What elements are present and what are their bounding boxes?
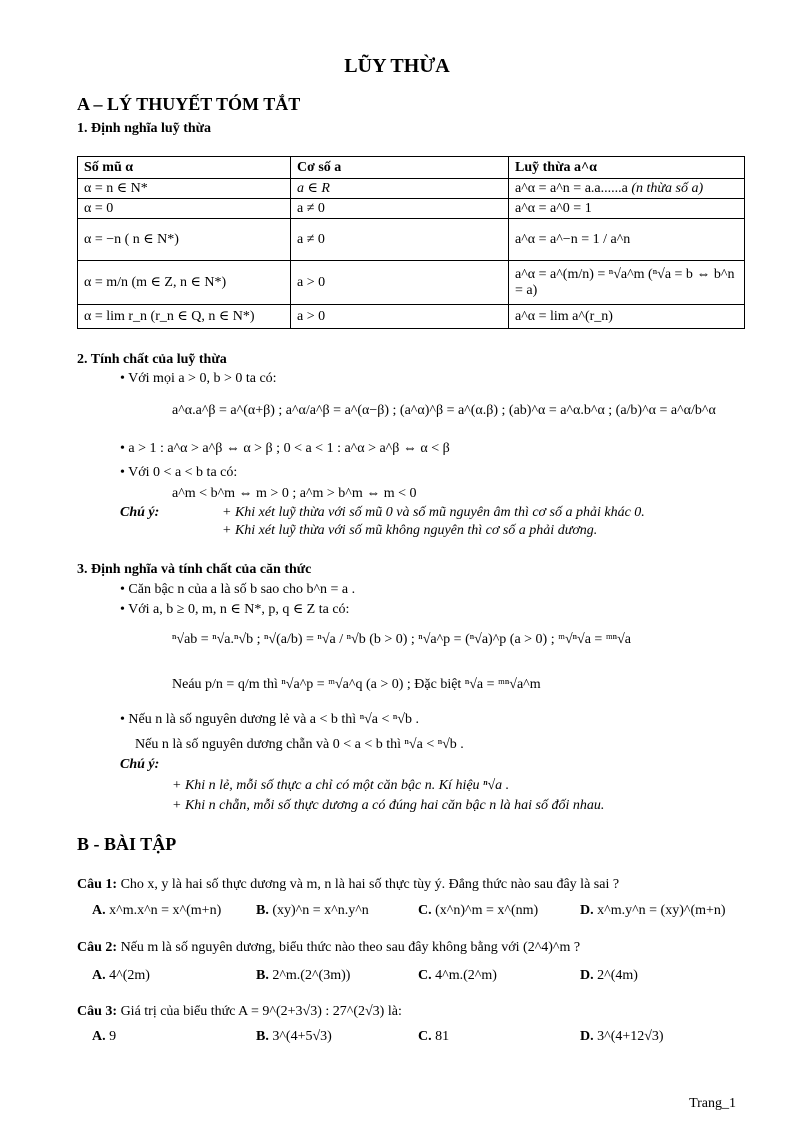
option-value: 4^m.(2^m) xyxy=(435,968,497,983)
root-equivalence-formula: Neáu p/n = q/m thì ⁿ√a^p = ᵐ√a^q (a > 0) ; Đặc biệt ⁿ√a = ᵐⁿ√a^m xyxy=(172,677,541,692)
option-value: 3^(4+12√3) xyxy=(597,1029,664,1044)
page-title: LŨY THỪA xyxy=(344,55,450,77)
root-rules-formula: ⁿ√ab = ⁿ√a.ⁿ√b ; ⁿ√(a/b) = ⁿ√a / ⁿ√b (b > 0) ; ⁿ√a^p = (ⁿ√a)^p (a > 0) ; ᵐ√ⁿ√a = ᵐⁿ√a xyxy=(172,632,631,647)
answer-option[interactable] xyxy=(256,968,350,984)
property-intro: • Với mọi a > 0, b > 0 ta có: xyxy=(120,371,277,386)
table-cell: a ≠ 0 xyxy=(291,199,509,219)
subsection-1-heading: 1. Định nghĩa luỹ thừa xyxy=(77,121,212,136)
answer-option[interactable] xyxy=(418,1029,449,1045)
answer-option[interactable] xyxy=(418,903,538,919)
table-cell: a^α = a^(m/n) = ⁿ√a^m (ⁿ√a = b ⇔ b^n = a) xyxy=(509,261,745,305)
table-header-power: Luỹ thừa a^α xyxy=(509,157,745,179)
odd-root-rule: • Nếu n là số nguyên dương lẻ và a < b thì ⁿ√a < ⁿ√b . xyxy=(120,712,419,727)
note-label: Chú ý: xyxy=(120,757,160,772)
table-cell: α = lim r_n (r_n ∈ Q, n ∈ N*) xyxy=(78,305,291,329)
even-root-rule: Nếu n là số nguyên dương chẵn và 0 < a < b thì ⁿ√a < ⁿ√b . xyxy=(135,737,464,752)
option-label: C. xyxy=(418,1029,432,1044)
option-value: 2^(4m) xyxy=(597,968,638,983)
table-cell-note: (n thừa số a) xyxy=(631,180,704,196)
option-label: A. xyxy=(92,903,106,918)
option-label: D. xyxy=(580,968,594,983)
answer-option[interactable] xyxy=(580,903,726,919)
question-label: Câu 1: xyxy=(77,877,118,892)
option-label: A. xyxy=(92,968,106,983)
table-row xyxy=(78,305,745,329)
option-value: 3^(4+5√3) xyxy=(272,1029,332,1044)
base-comparison-formula: a^m < b^m ⇔ m > 0 ; a^m > b^m ⇔ m < 0 xyxy=(172,486,417,501)
table-cell: a^α = lim a^(r_n) xyxy=(509,305,745,329)
subsection-2-heading: 2. Tính chất của luỹ thừa xyxy=(77,352,227,367)
table-cell: α = 0 xyxy=(78,199,291,219)
table-cell: α = m/n (m ∈ Z, n ∈ N*) xyxy=(78,261,291,305)
question-3 xyxy=(77,1004,402,1020)
answer-option[interactable] xyxy=(92,903,221,919)
table-cell: α = −n ( n ∈ N*) xyxy=(78,219,291,261)
table-row xyxy=(78,199,745,219)
option-value: (x^n)^m = x^(nm) xyxy=(435,903,539,918)
note-label: Chú ý: xyxy=(120,505,160,520)
option-value: 9 xyxy=(109,1029,117,1044)
table-cell: α = n ∈ N* xyxy=(78,179,291,199)
table-header-base: Cơ số a xyxy=(291,157,509,179)
option-label: B. xyxy=(256,968,269,983)
answer-option[interactable] xyxy=(92,1029,116,1045)
question-1 xyxy=(77,877,619,893)
question-text: Cho x, y là hai số thực dương và m, n là hai số thực tùy ý. Đẳng thức nào sau đây là sai ? xyxy=(120,877,620,892)
option-label: A. xyxy=(92,1029,106,1044)
option-label: B. xyxy=(256,1029,269,1044)
table-row xyxy=(78,261,745,305)
answer-option[interactable] xyxy=(256,1029,332,1045)
note-line: + Khi xét luỹ thừa với số mũ không nguyên thì cơ số a phải dương. xyxy=(222,523,598,538)
question-label: Câu 3: xyxy=(77,1004,118,1019)
table-cell xyxy=(509,179,745,199)
table-cell: a > 0 xyxy=(291,305,509,329)
option-value: (xy)^n = x^n.y^n xyxy=(272,903,369,918)
answer-option[interactable] xyxy=(580,968,638,984)
question-text: Nếu m là số nguyên dương, biểu thức nào theo sau đây không bằng với (2^4)^m ? xyxy=(120,940,581,955)
table-cell-formula: a^α = a^n = a.a......a xyxy=(515,180,628,196)
page-number: Trang_1 xyxy=(689,1096,736,1111)
note-line: + Khi xét luỹ thừa với số mũ 0 và số mũ nguyên âm thì cơ số a phải khác 0. xyxy=(222,505,645,520)
answer-option[interactable] xyxy=(256,903,369,919)
table-header-row xyxy=(78,157,745,179)
answer-option[interactable] xyxy=(92,968,150,984)
root-property-intro: • Với a, b ≥ 0, m, n ∈ N*, p, q ∈ Z ta có: xyxy=(120,602,350,617)
subsection-3-heading: 3. Định nghĩa và tính chất của căn thức xyxy=(77,562,312,577)
table-row xyxy=(78,219,745,261)
power-rules-formula: a^α.a^β = a^(α+β) ; a^α/a^β = a^(α−β) ; (a^α)^β = a^(α.β) ; (ab)^α = a^α.b^α ; (a/b)^α = a^α/b^α xyxy=(172,403,716,418)
option-value: 81 xyxy=(435,1029,450,1044)
base-comparison-intro: • Với 0 < a < b ta có: xyxy=(120,465,238,480)
comparison-rule: • a > 1 : a^α > a^β ⇔ α > β ; 0 < a < 1 : a^α > a^β ⇔ α < β xyxy=(120,441,450,456)
option-label: C. xyxy=(418,968,432,983)
table-cell: a > 0 xyxy=(291,261,509,305)
answer-option[interactable] xyxy=(418,968,497,984)
table-cell: a ≠ 0 xyxy=(291,219,509,261)
option-label: B. xyxy=(256,903,269,918)
table-cell: a ∈ R xyxy=(291,179,509,199)
option-value: 4^(2m) xyxy=(109,968,150,983)
section-a-heading: A – LÝ THUYẾT TÓM TẮT xyxy=(77,94,301,114)
answer-option[interactable] xyxy=(580,1029,664,1045)
section-b-heading: B - BÀI TẬP xyxy=(77,834,177,854)
root-definition: • Căn bậc n của a là số b sao cho b^n = a . xyxy=(120,582,356,597)
table-header-exponent: Số mũ α xyxy=(78,157,291,179)
note-line: + Khi n lẻ, mỗi số thực a chỉ có một căn bậc n. Kí hiệu ⁿ√a . xyxy=(172,778,510,793)
note-line: + Khi n chẵn, mỗi số thực dương a có đúng hai căn bậc n là hai số đối nhau. xyxy=(172,798,605,813)
option-value: x^m.x^n = x^(m+n) xyxy=(109,903,222,918)
option-label: D. xyxy=(580,1029,594,1044)
table-row xyxy=(78,179,745,199)
option-label: D. xyxy=(580,903,594,918)
option-label: C. xyxy=(418,903,432,918)
option-value: x^m.y^n = (xy)^(m+n) xyxy=(597,903,726,918)
power-definition-table xyxy=(77,156,745,329)
table-cell: a^α = a^−n = 1 / a^n xyxy=(509,219,745,261)
question-text: Giá trị của biểu thức A = 9^(2+3√3) : 27^(2√3) là: xyxy=(120,1004,402,1019)
question-2 xyxy=(77,940,580,956)
table-cell: a^α = a^0 = 1 xyxy=(509,199,745,219)
question-label: Câu 2: xyxy=(77,940,118,955)
option-value: 2^m.(2^(3m)) xyxy=(272,968,351,983)
